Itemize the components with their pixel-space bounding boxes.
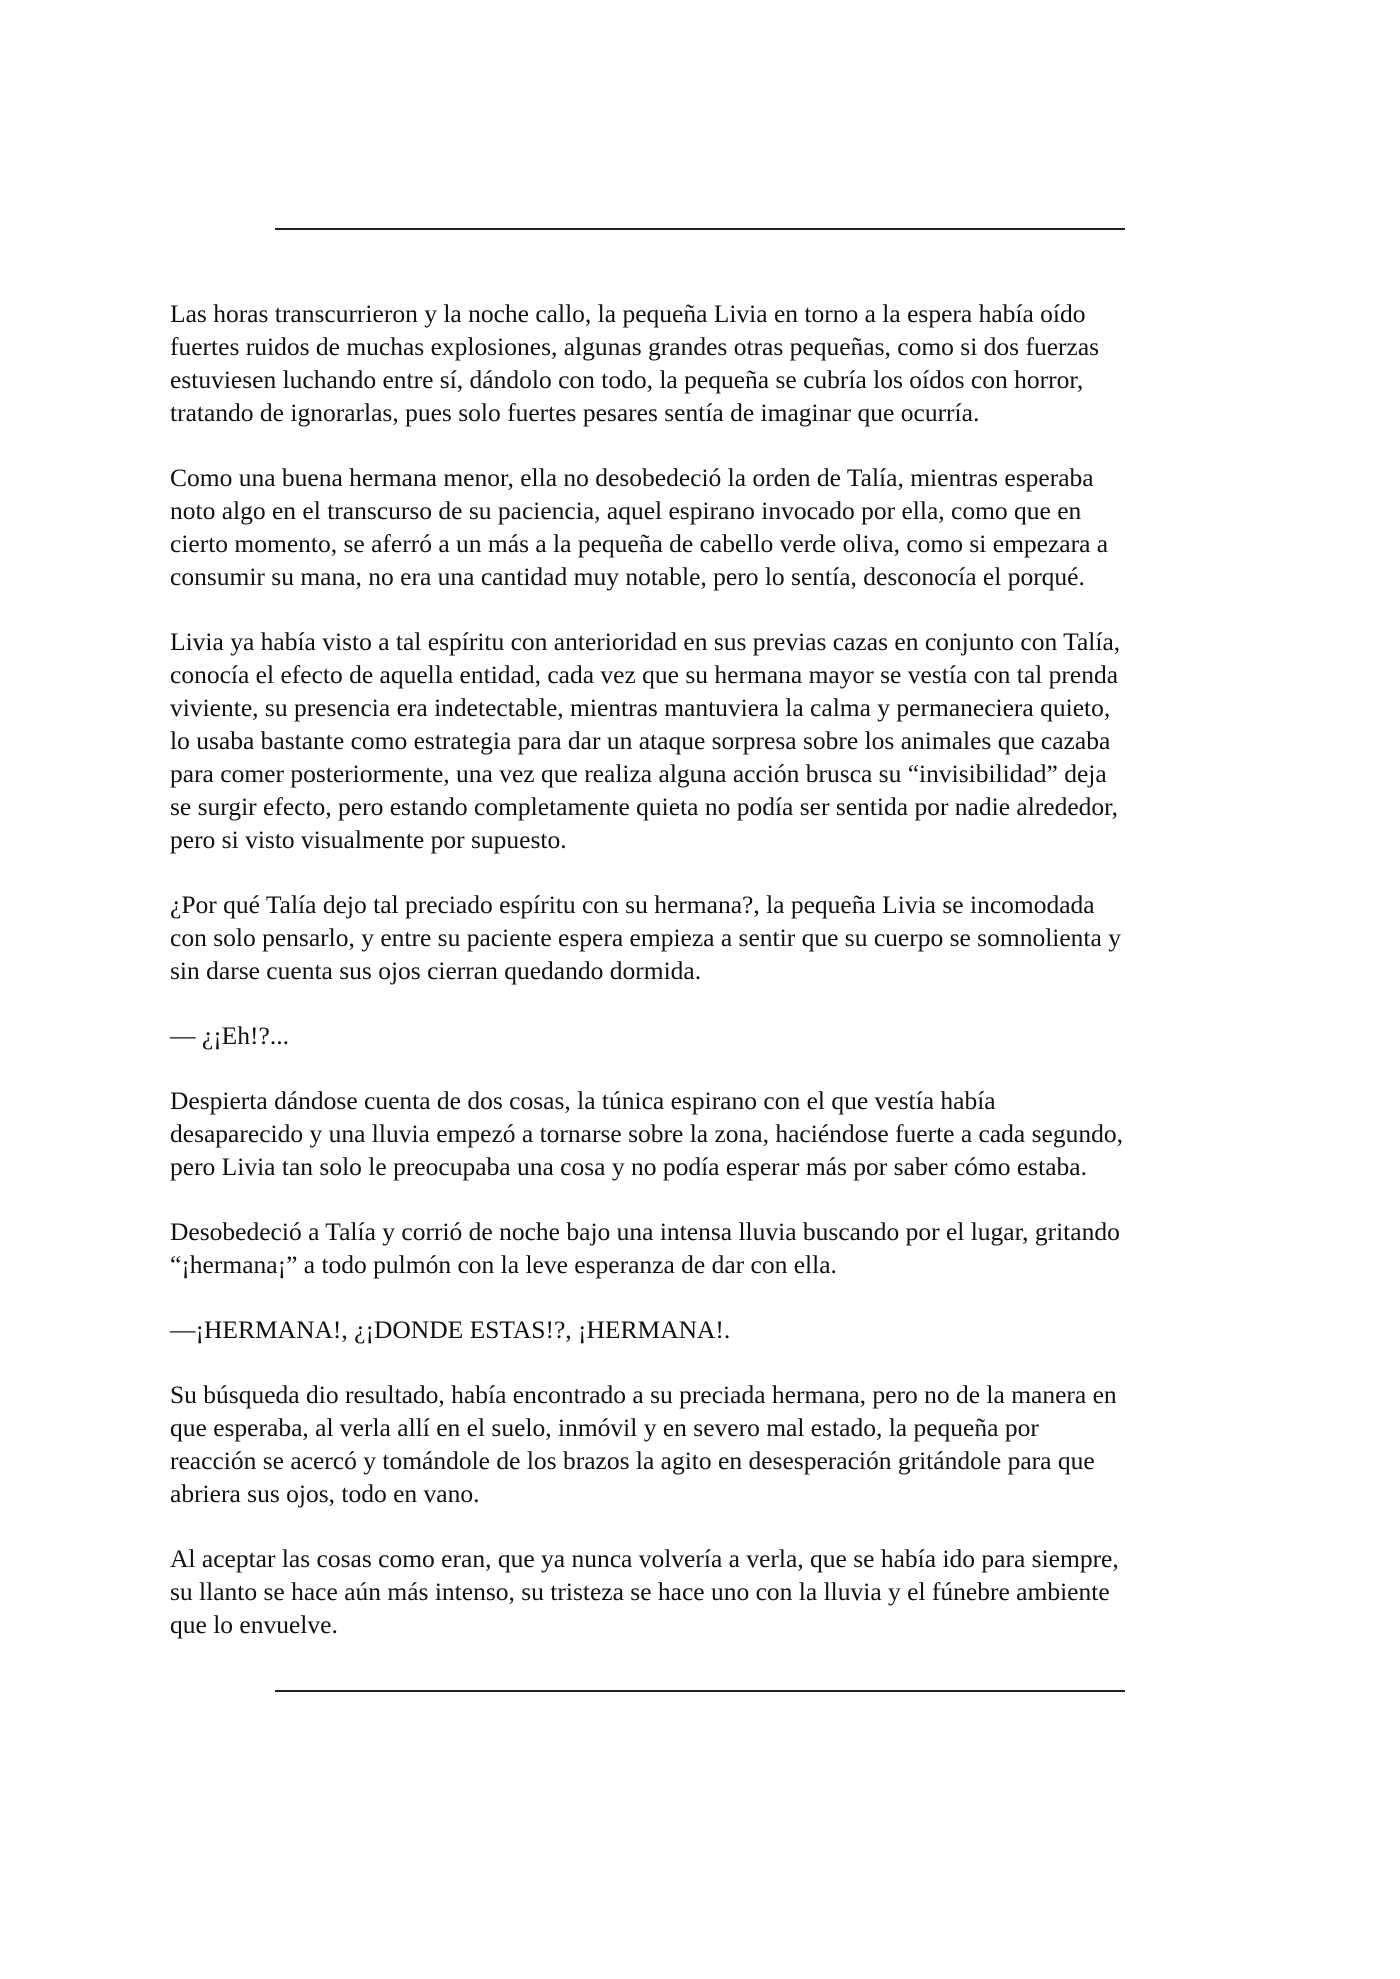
paragraph — [170, 461, 1230, 593]
text-line: consumir su mana, no era una cantidad muy notable, pero lo sentía, desconocía el porqué. — [170, 562, 1085, 591]
story-text — [170, 297, 1230, 1673]
text-line: Su búsqueda dio resultado, había encontrado a su preciada hermana, pero no de la manera en — [170, 1380, 1117, 1409]
paragraph — [170, 297, 1230, 429]
text-line: desaparecido y una lluvia empezó a tornarse sobre la zona, haciéndose fuerte a cada segundo, — [170, 1119, 1123, 1148]
text-line: para comer posteriormente, una vez que realiza alguna acción brusca su “invisibilidad” deja — [170, 759, 1107, 788]
text-line: Despierta dándose cuenta de dos cosas, la túnica espirano con el que vestía había — [170, 1086, 996, 1115]
text-line: Como una buena hermana menor, ella no desobedeció la orden de Talía, mientras esperaba — [170, 463, 1094, 492]
text-line: noto algo en el transcurso de su paciencia, aquel espirano invocado por ella, como que en — [170, 496, 1082, 525]
text-line: pero Livia tan solo le preocupaba una cosa y no podía esperar más por saber cómo estaba. — [170, 1152, 1087, 1181]
text-line: tratando de ignorarlas, pues solo fuertes pesares sentía de imaginar que ocurría. — [170, 398, 980, 427]
text-line: sin darse cuenta sus ojos cierran quedando dormida. — [170, 956, 702, 985]
text-line: reacción se acercó y tomándole de los brazos la agito en desesperación gritándole para que — [170, 1446, 1095, 1475]
text-line: fuertes ruidos de muchas explosiones, algunas grandes otras pequeñas, como si dos fuerzas — [170, 332, 1100, 361]
text-line: estuviesen luchando entre sí, dándolo con todo, la pequeña se cubría los oídos con horror, — [170, 365, 1084, 394]
paragraph — [170, 1542, 1230, 1641]
text-line: —¡HERMANA!, ¿¡DONDE ESTAS!?, ¡HERMANA!. — [170, 1315, 731, 1344]
text-line: viviente, su presencia era indetectable, mientras mantuviera la calma y permaneciera quieto, — [170, 693, 1111, 722]
paragraph — [170, 1378, 1230, 1510]
text-line: ¿Por qué Talía dejo tal preciado espíritu con su hermana?, la pequeña Livia se incomodada — [170, 890, 1095, 919]
text-line: se surgir efecto, pero estando completamente quieta no podía ser sentida por nadie alrededor, — [170, 792, 1119, 821]
text-line: Las horas transcurrieron y la noche callo, la pequeña Livia en torno a la espera había oído — [170, 299, 1086, 328]
text-line: que lo envuelve. — [170, 1610, 338, 1639]
text-line: conocía el efecto de aquella entidad, cada vez que su hermana mayor se vestía con tal prenda — [170, 660, 1119, 689]
text-line: con solo pensarlo, y entre su paciente espera empieza a sentir que su cuerpo se somnolienta y — [170, 923, 1121, 952]
text-line: Livia ya había visto a tal espíritu con anterioridad en sus previas cazas en conjunto con Talía, — [170, 627, 1121, 656]
text-line: su llanto se hace aún más intenso, su tristeza se hace uno con la lluvia y el fúnebre ambiente — [170, 1577, 1110, 1606]
paragraph — [170, 888, 1230, 987]
text-line: lo usaba bastante como estrategia para dar un ataque sorpresa sobre los animales que cazaba — [170, 726, 1111, 755]
bottom-divider — [275, 1690, 1125, 1692]
text-line: “¡hermana¡” a todo pulmón con la leve esperanza de dar con ella. — [170, 1250, 837, 1279]
text-line: que esperaba, al verla allí en el suelo, inmóvil y en severo mal estado, la pequeña por — [170, 1413, 1039, 1442]
paragraph — [170, 1019, 1230, 1052]
paragraph — [170, 625, 1230, 856]
paragraph — [170, 1313, 1230, 1346]
paragraph — [170, 1084, 1230, 1183]
text-line: Desobedeció a Talía y corrió de noche bajo una intensa lluvia buscando por el lugar, gritando — [170, 1217, 1120, 1246]
top-divider — [275, 228, 1125, 230]
text-line: — ¿¡Eh!?... — [170, 1021, 289, 1050]
paragraph — [170, 1215, 1230, 1281]
text-line: cierto momento, se aferró a un más a la pequeña de cabello verde oliva, como si empezara a — [170, 529, 1109, 558]
text-line: abriera sus ojos, todo en vano. — [170, 1479, 480, 1508]
text-line: Al aceptar las cosas como eran, que ya nunca volvería a verla, que se había ido para siempre, — [170, 1544, 1119, 1573]
text-line: pero si visto visualmente por supuesto. — [170, 825, 567, 854]
